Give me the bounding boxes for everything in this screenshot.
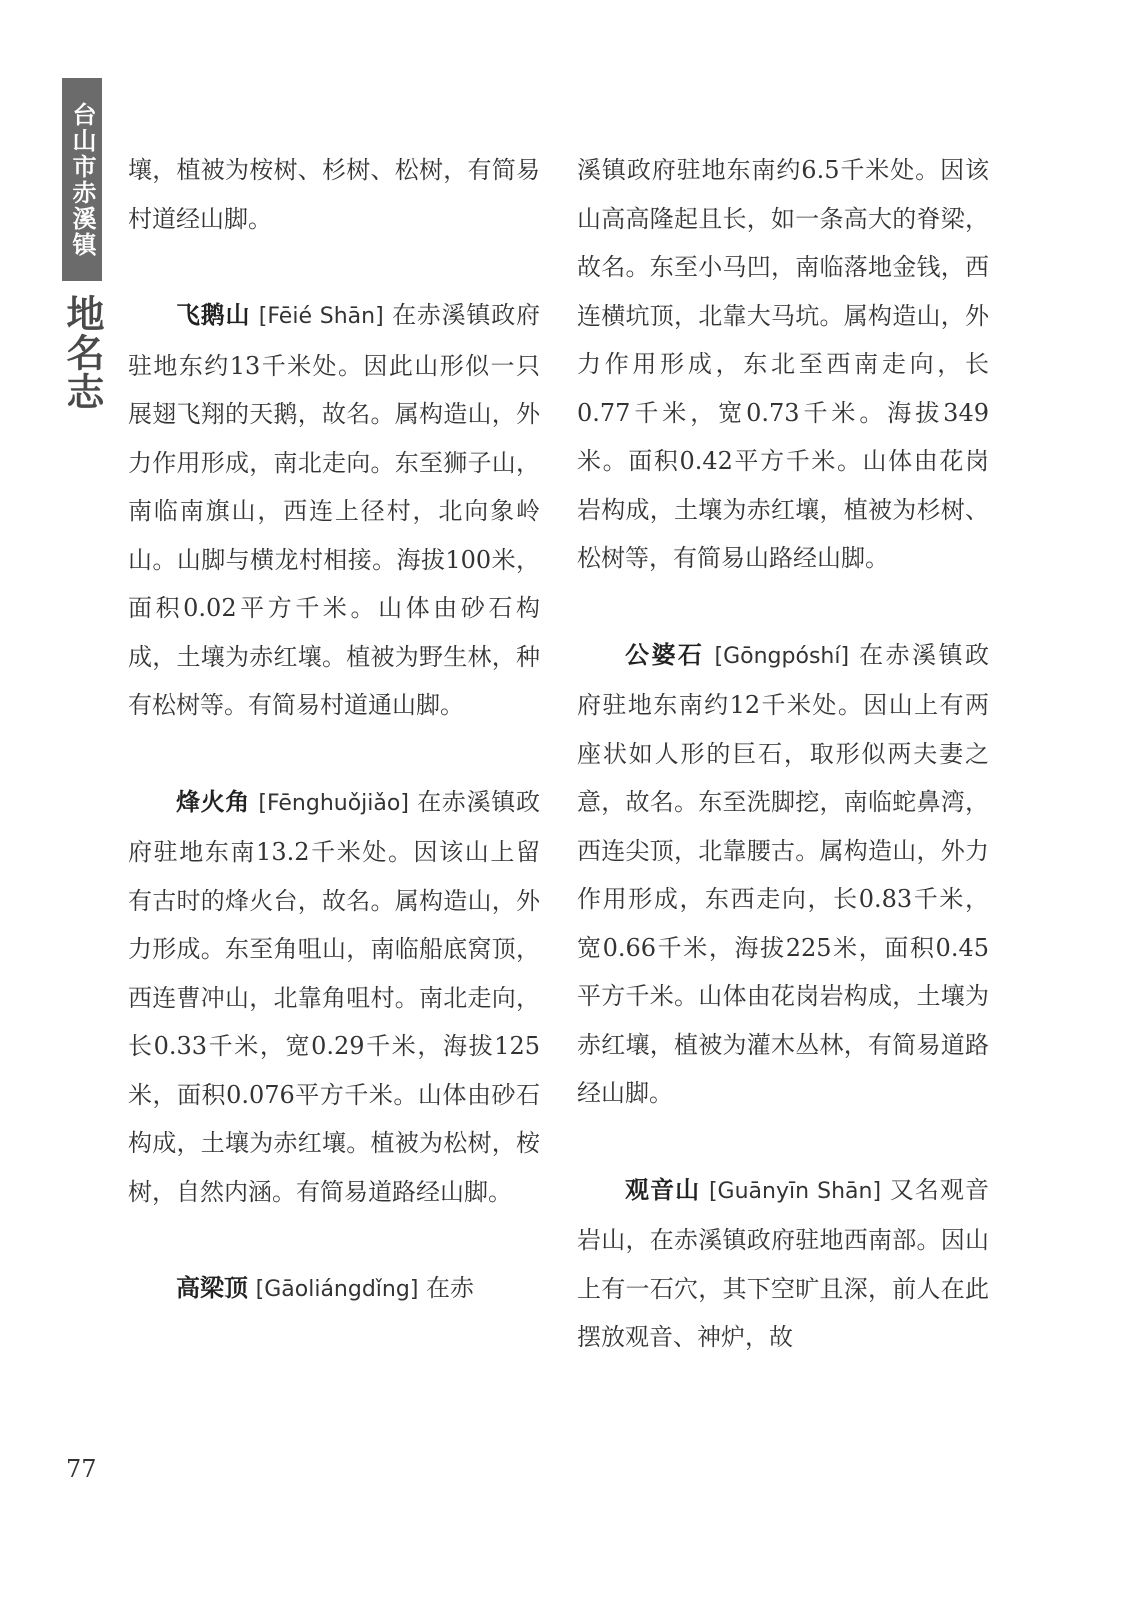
entry-guanyin-shan	[577, 1166, 989, 1362]
entry-feie-shan	[128, 291, 540, 730]
entry-name: 公婆石	[625, 639, 705, 669]
entry-pinyin: [Gōngpóshí]	[714, 643, 850, 669]
entry-name: 观音山	[625, 1174, 701, 1204]
entry-name: 飞鹅山	[176, 300, 251, 329]
entry-text: 在赤溪镇政府驻地东南约12千米处。因山上有两座状如人形的巨石，取形似两夫妻之意，故名。东至洗脚挖，南临蛇鼻湾，西连尖顶，北靠腰古。属构造山，外力作用形成，东西走向，长0.83千米，宽0.66千米，海拔225米，面积0.45平方千米。山体由花岗岩构成，土壤为赤红壤，植被为灌木丛林，有简易道路经山脚。	[577, 640, 990, 1107]
entry-pinyin: [Gāoliángdǐng]	[255, 1277, 419, 1302]
entry-pinyin: [Fēié Shān]	[258, 304, 384, 329]
entry-gaoliangding	[128, 1264, 540, 1315]
book-title: 地名志	[60, 294, 104, 411]
entry-pinyin: [Fēnghuǒjiǎo]	[258, 790, 409, 816]
section-name: 台山市赤溪镇	[68, 101, 97, 258]
entry-text: 在赤	[426, 1274, 475, 1302]
page-number: 77	[66, 1455, 97, 1483]
right-column	[577, 146, 989, 1362]
section-tab	[62, 78, 102, 281]
entry-text: 又名观音岩山，在赤溪镇政府驻地西南部。因山上有一石穴，其下空旷且深，前人在此摆放观音、神炉，故	[577, 1175, 990, 1351]
entry-pinyin: [Guānyīn Shān]	[708, 1178, 882, 1204]
entry-gongposhi	[577, 631, 989, 1118]
entry-text: 在赤溪镇政府驻地东南13.2千米处。因该山上留有古时的烽火台，故名。属构造山，外力形成。东至角咀山，南临船底窝顶，西连曹冲山，北靠角咀村。南北走向，长0.33千米，宽0.29千米，海拔125米，面积0.076平方千米。山体由砂石构成，土壤为赤红壤。植被为松树，桉树，自然内涵。有简易道路经山脚。	[128, 787, 540, 1206]
entry-fenghuojiao	[128, 778, 540, 1217]
entry-name: 烽火角	[176, 786, 251, 816]
continued-paragraph: 壤，植被为桉树、杉树、松树，有简易村道经山脚。	[128, 156, 540, 233]
left-column	[128, 146, 540, 1315]
continued-paragraph: 溪镇政府驻地东南约6.5千米处。因该山高高隆起且长，如一条高大的脊梁，故名。东至小马凹，南临落地金钱，西连横坑顶，北靠大马坑。属构造山，外力作用形成，东北至西南走向，长0.77千米，宽0.73千米。海拔349米。面积0.42平方千米。山体由花岗岩构成，土壤为赤红壤，植被为杉树、松树等，有简易山路经山脚。	[577, 156, 989, 572]
entry-name: 高梁顶	[176, 1273, 248, 1302]
entry-text: 在赤溪镇政府驻地东约13千米处。因此山形似一只展翅飞翔的天鹅，故名。属构造山，外力作用形成，南北走向。东至狮子山，南临南旗山，西连上径村，北向象岭山。山脚与横龙村相接。海拔100米，面积0.02平方千米。山体由砂石构成，土壤为赤红壤。植被为野生林，种有松树等。有简易村道通山脚。	[128, 301, 540, 719]
